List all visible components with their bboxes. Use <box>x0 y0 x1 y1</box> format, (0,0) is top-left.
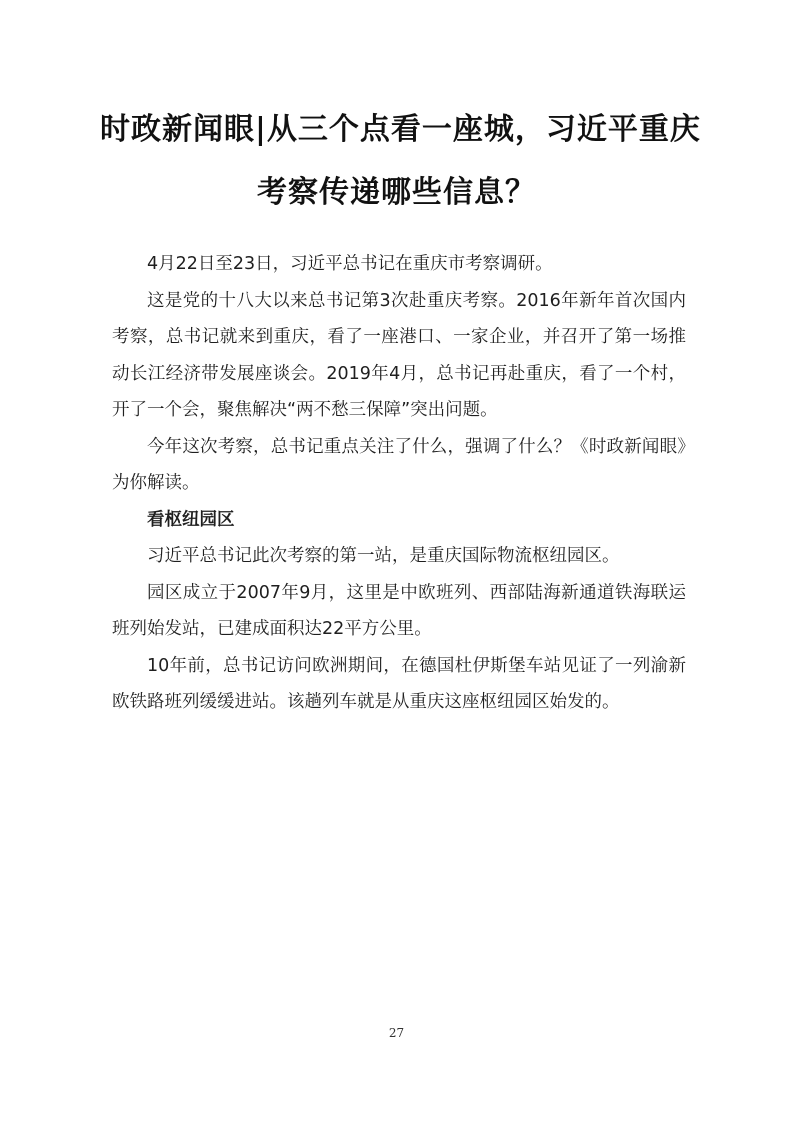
paragraph: 10年前，总书记访问欧洲期间，在德国杜伊斯堡车站见证了一列渝新欧铁路班列缓缓进站。该趟列车就是从重庆这座枢纽园区始发的。 <box>112 655 686 712</box>
section-heading: 看枢纽园区 <box>147 509 235 530</box>
page-title-line-2: 考察传递哪些信息？ <box>257 175 536 210</box>
paragraph: 这是党的十八大以来总书记第3次赴重庆考察。2016年新年首次国内考察，总书记就来到重庆，看了一座港口、一家企业，并召开了第一场推动长江经济带发展座谈会。2019年4月，总书记再赴重庆，看了一个村，开了一个会，聚焦解决“两不愁三保障”突出问题。 <box>112 290 686 420</box>
article-body <box>112 246 686 721</box>
paragraph: 习近平总书记此次考察的第一站，是重庆国际物流枢纽园区。 <box>147 546 620 566</box>
paragraph: 园区成立于2007年9月，这里是中欧班列、西部陆海新通道铁海联运班列始发站，已建成面积达22平方公里。 <box>112 582 686 639</box>
page-title-line-1: 时政新闻眼|从三个点看一座城，习近平重庆 <box>100 112 701 147</box>
paragraph: 4月22日至23日，习近平总书记在重庆市考察调研。 <box>147 254 553 274</box>
paragraph: 今年这次考察，总书记重点关注了什么，强调了什么？《时政新闻眼》为你解读。 <box>112 436 686 493</box>
page-number: 27 <box>388 1026 405 1040</box>
